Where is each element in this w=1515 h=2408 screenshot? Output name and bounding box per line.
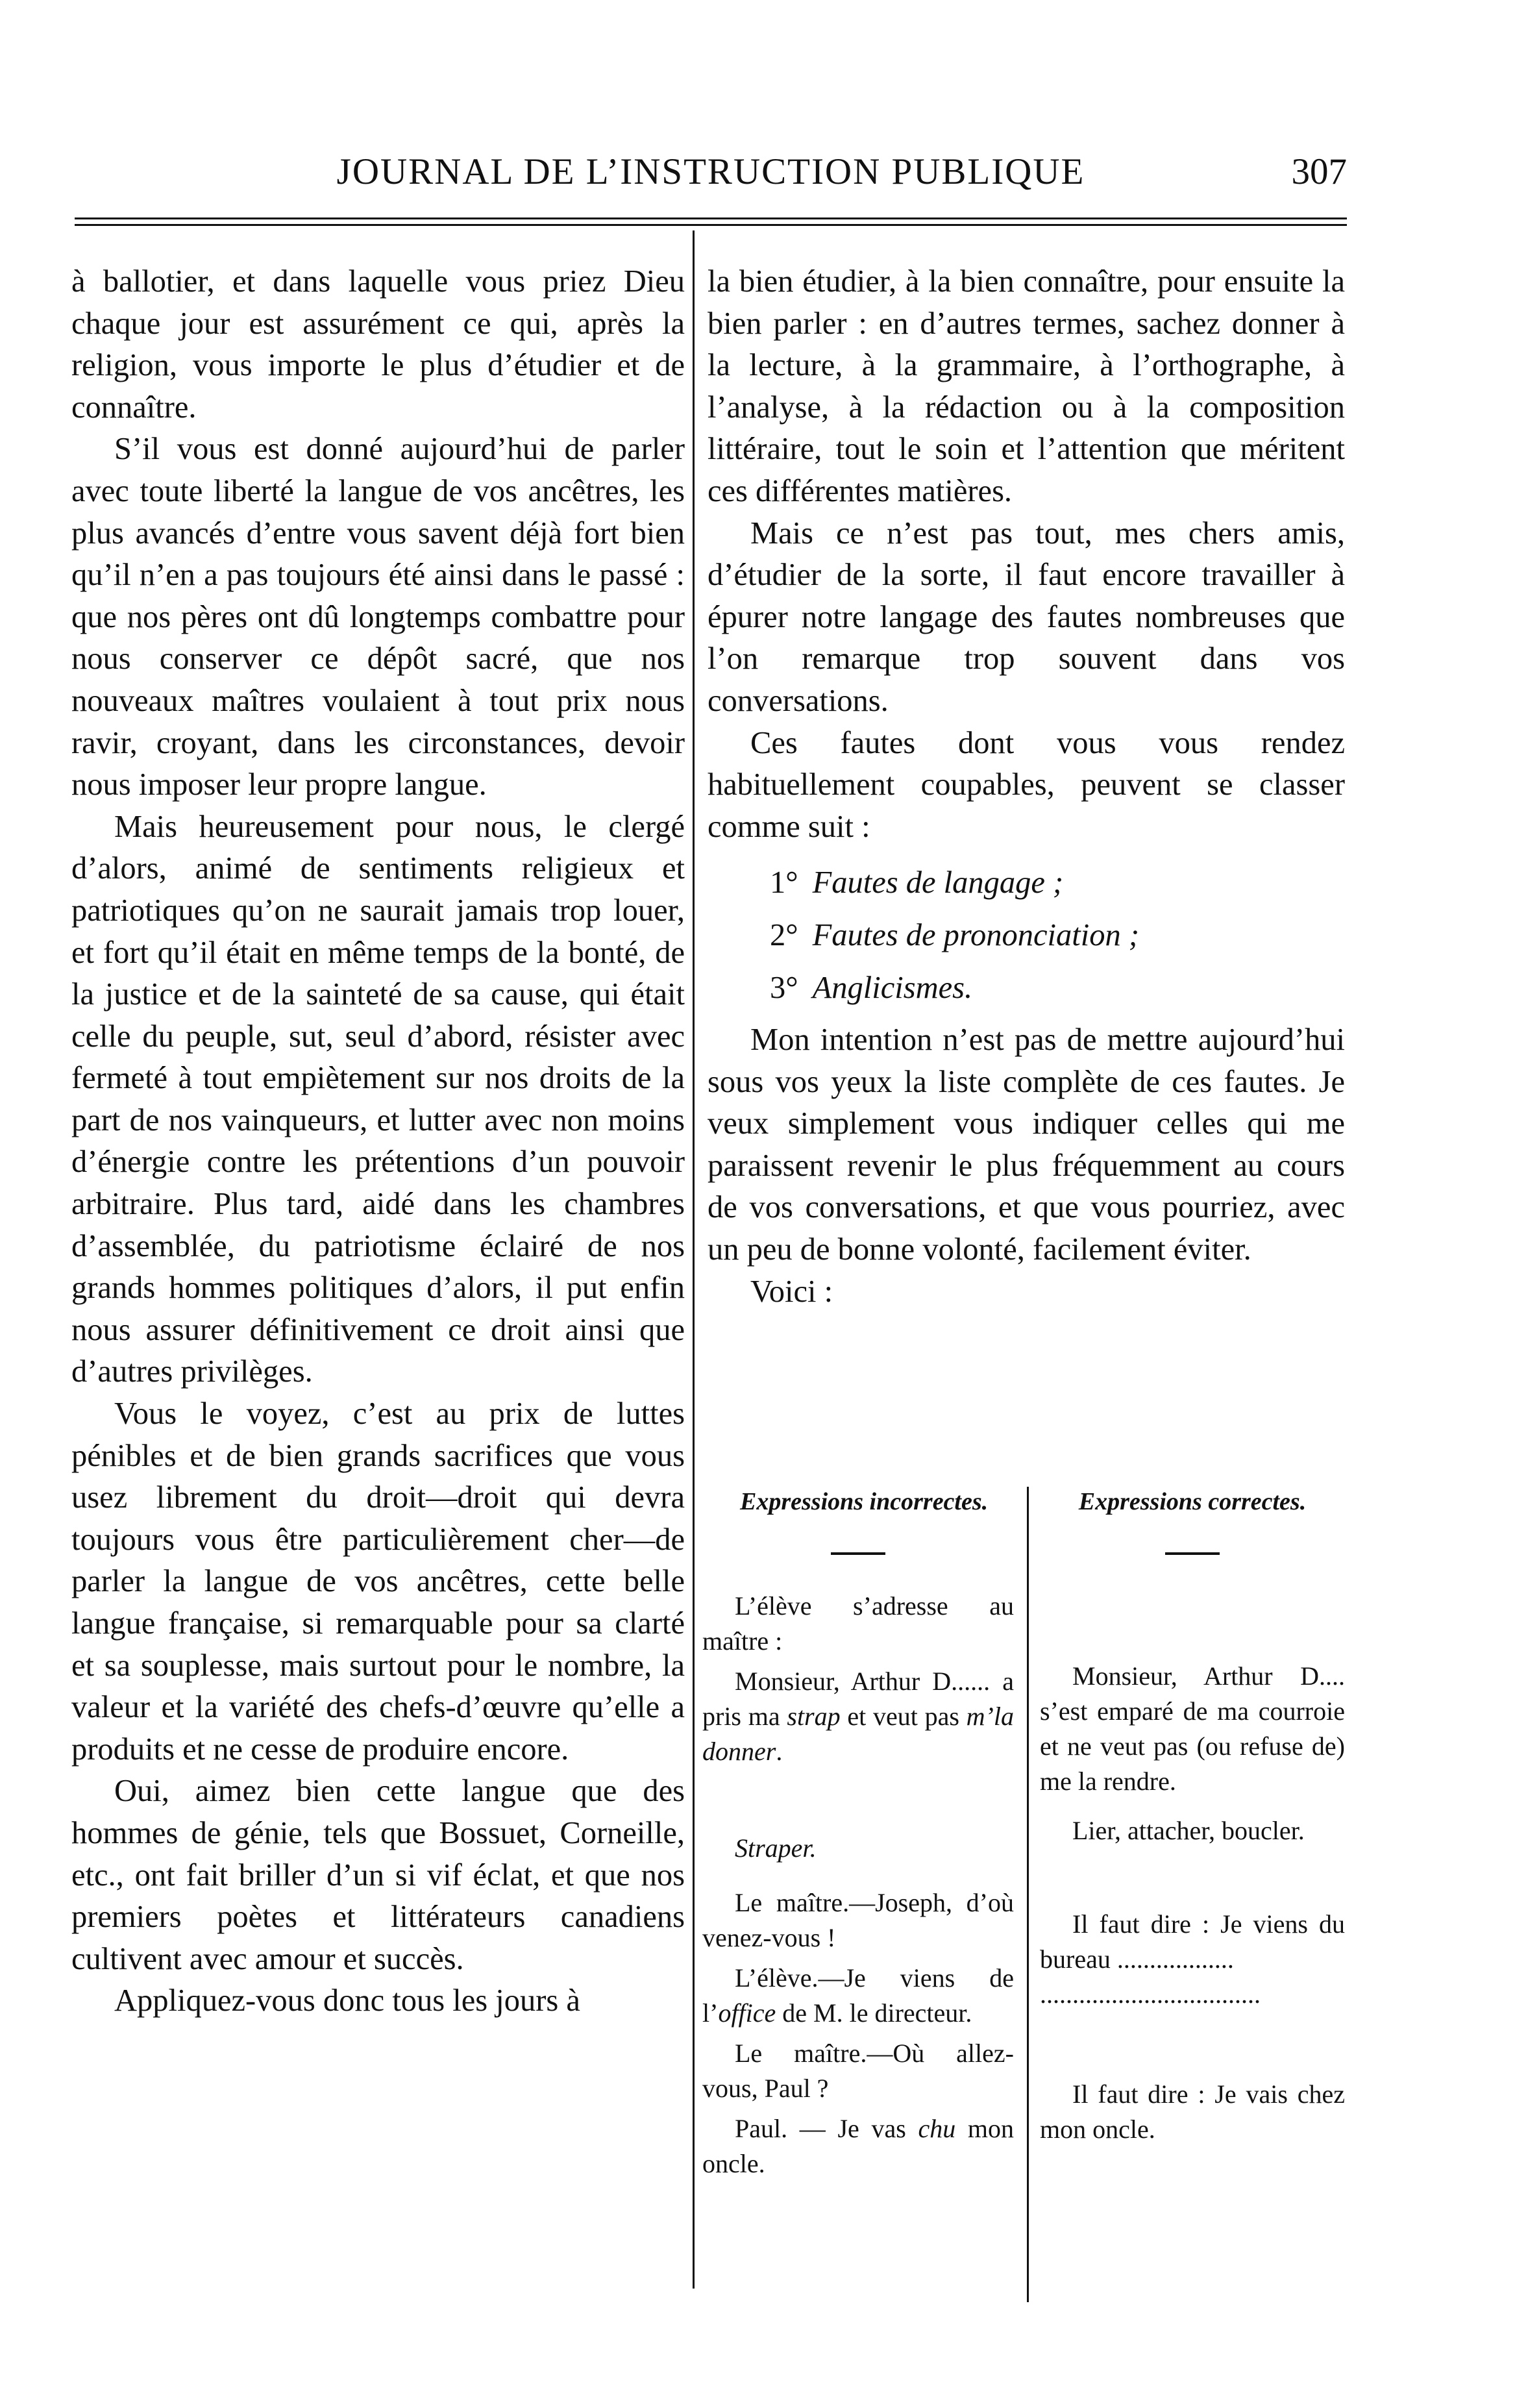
table-text: .................................. [1040, 1980, 1261, 2009]
table-text: Il faut dire : Je vais chez mon oncle. [1040, 2079, 1345, 2144]
table-divider [1027, 1487, 1029, 2302]
running-header [75, 151, 1347, 196]
journal-title: JOURNAL DE L’INSTRUCTION PUBLIQUE [336, 151, 1085, 192]
paragraph: à ballotier, et dans laquelle vous priez Dieu chaque jour est assurément ce qui, après la religion, vous importe le plus d’étudier et de connaître. [71, 264, 685, 425]
dash-rule [831, 1552, 885, 1555]
paragraph: Appliquez-vous donc tous les jours à [114, 1983, 580, 2018]
table-text: Paul. — Je vas chu mon oncle. [702, 2114, 1014, 2178]
correct-expressions-column [1040, 1487, 1345, 2147]
voici-label: Voici : [750, 1274, 833, 1309]
list-item: 1° Fautes de langage ; [770, 865, 1064, 900]
right-column [708, 261, 1345, 1313]
paragraph: Ces fautes dont vous vous rendez habituellement coupables, peuvent se classer comme suit : [708, 725, 1345, 844]
table-text: Le maître.—Où allez-vous, Paul ? [702, 2039, 1014, 2103]
paragraph: Mon intention n’est pas de mettre aujourd’hui sous vos yeux la liste complète de ces fautes. Je veux simplement vous indiquer celles qui me paraissent revenir le plus fréquemment au cours de vos conversations, et que vous pourriez, avec un peu de bonne volonté, facilement éviter. [708, 1023, 1345, 1267]
table-text: L’élève s’adresse au maître : [702, 1591, 1014, 1656]
correct-header: Expressions correctes. [1078, 1488, 1307, 1515]
fault-categories-list [708, 862, 1345, 1009]
list-item: 2° Fautes de prononciation ; [770, 917, 1139, 952]
table-text: Le maître.—Joseph, d’où venez-vous ! [702, 1888, 1014, 1952]
incorrect-expressions-column [702, 1487, 1014, 2181]
column-divider [693, 230, 695, 2289]
table-text: Monsieur, Arthur D.... s’est emparé de ma courroie et ne veut pas (ou refuse de) me la rendre. [1040, 1661, 1345, 1796]
dash-rule [1165, 1552, 1220, 1555]
header-rule-bottom [75, 224, 1347, 226]
table-text: Monsieur, Arthur D...... a pris ma strap et veut pas m’la donner. [702, 1667, 1014, 1766]
page-number: 307 [1291, 151, 1347, 192]
paragraph: Vous le voyez, c’est au prix de luttes pénibles et de bien grands sacrifices que vous usez librement du droit—droit qui devra toujours vous être particulièrement cher—de parler la langue de vos ancêtres, cette belle langue française, si remarquable pour sa clarté et sa souplesse, mais surtout pour le nombre, la valeur et la variété des chefs-d’œuvre qu’elle a produits et ne cesse de produire encore. [71, 1396, 685, 1767]
expressions-table [702, 1487, 1345, 2302]
paragraph: Oui, aimez bien cette langue que des hommes de génie, tels que Bossuet, Corneille, etc., ont fait briller d’un si vif éclat, et que nos premiers poètes et littérateurs canadiens cultivent avec amour et succès. [71, 1774, 685, 1976]
table-text: Lier, attacher, boucler. [1072, 1816, 1305, 1845]
table-text: Straper. [735, 1833, 817, 1863]
paragraph: Mais ce n’est pas tout, mes chers amis, d’étudier de la sorte, il faut encore travailler à épurer notre langage des fautes nombreuses que l’on remarque trop souvent dans vos conversations. [708, 515, 1345, 718]
paragraph: Mais heureusement pour nous, le clergé d’alors, animé de sentiments religieux et patriotiques qu’on ne saurait jamais trop louer, et fort qu’il était en même temps de la bonté, de la justice et de la sainteté de sa cause, qui était celle du peuple, sut, seul d’abord, résister avec fermeté à tout empiètement sur nos droits de la part de nos vainqueurs, et lutter avec non moins d’énergie contre les prétentions d’un pouvoir arbitraire. Plus tard, aidé dans les chambres d’assemblée, du patriotisme éclairé de nos grands hommes politiques d’alors, il put enfin nous assurer définitivement ce droit ainsi que d’autres privilèges. [71, 809, 685, 1389]
paragraph: S’il vous est donné aujourd’hui de parler avec toute liberté la langue de vos ancêtres, les plus avancés d’entre vous savent déjà fort bien qu’il n’en a pas toujours été ainsi dans le passé : que nos pères ont dû longtemps combattre pour nous conserver ce dépôt sacré, que nos nouveaux maîtres voulaient à tout prix nous ravir, croyant, dans les circonstances, devoir nous imposer leur propre langue. [71, 432, 685, 802]
header-rule-top [75, 217, 1347, 219]
table-text: Il faut dire : Je viens du bureau .................. [1040, 1909, 1345, 1974]
paragraph: la bien étudier, à la bien connaître, pour ensuite la bien parler : en d’autres termes, sachez donner à la lecture, à la grammaire, à l’orthographe, à l’analyse, à la rédaction ou à la composition littéraire, tout le soin et l’attention que méritent ces différentes matières. [708, 264, 1345, 508]
table-text: L’élève.—Je viens de l’office de M. le directeur. [702, 1963, 1014, 2028]
list-item: 3° Anglicismes. [770, 970, 973, 1005]
left-column [71, 261, 685, 2022]
incorrect-header: Expressions incorrectes. [740, 1488, 989, 1515]
